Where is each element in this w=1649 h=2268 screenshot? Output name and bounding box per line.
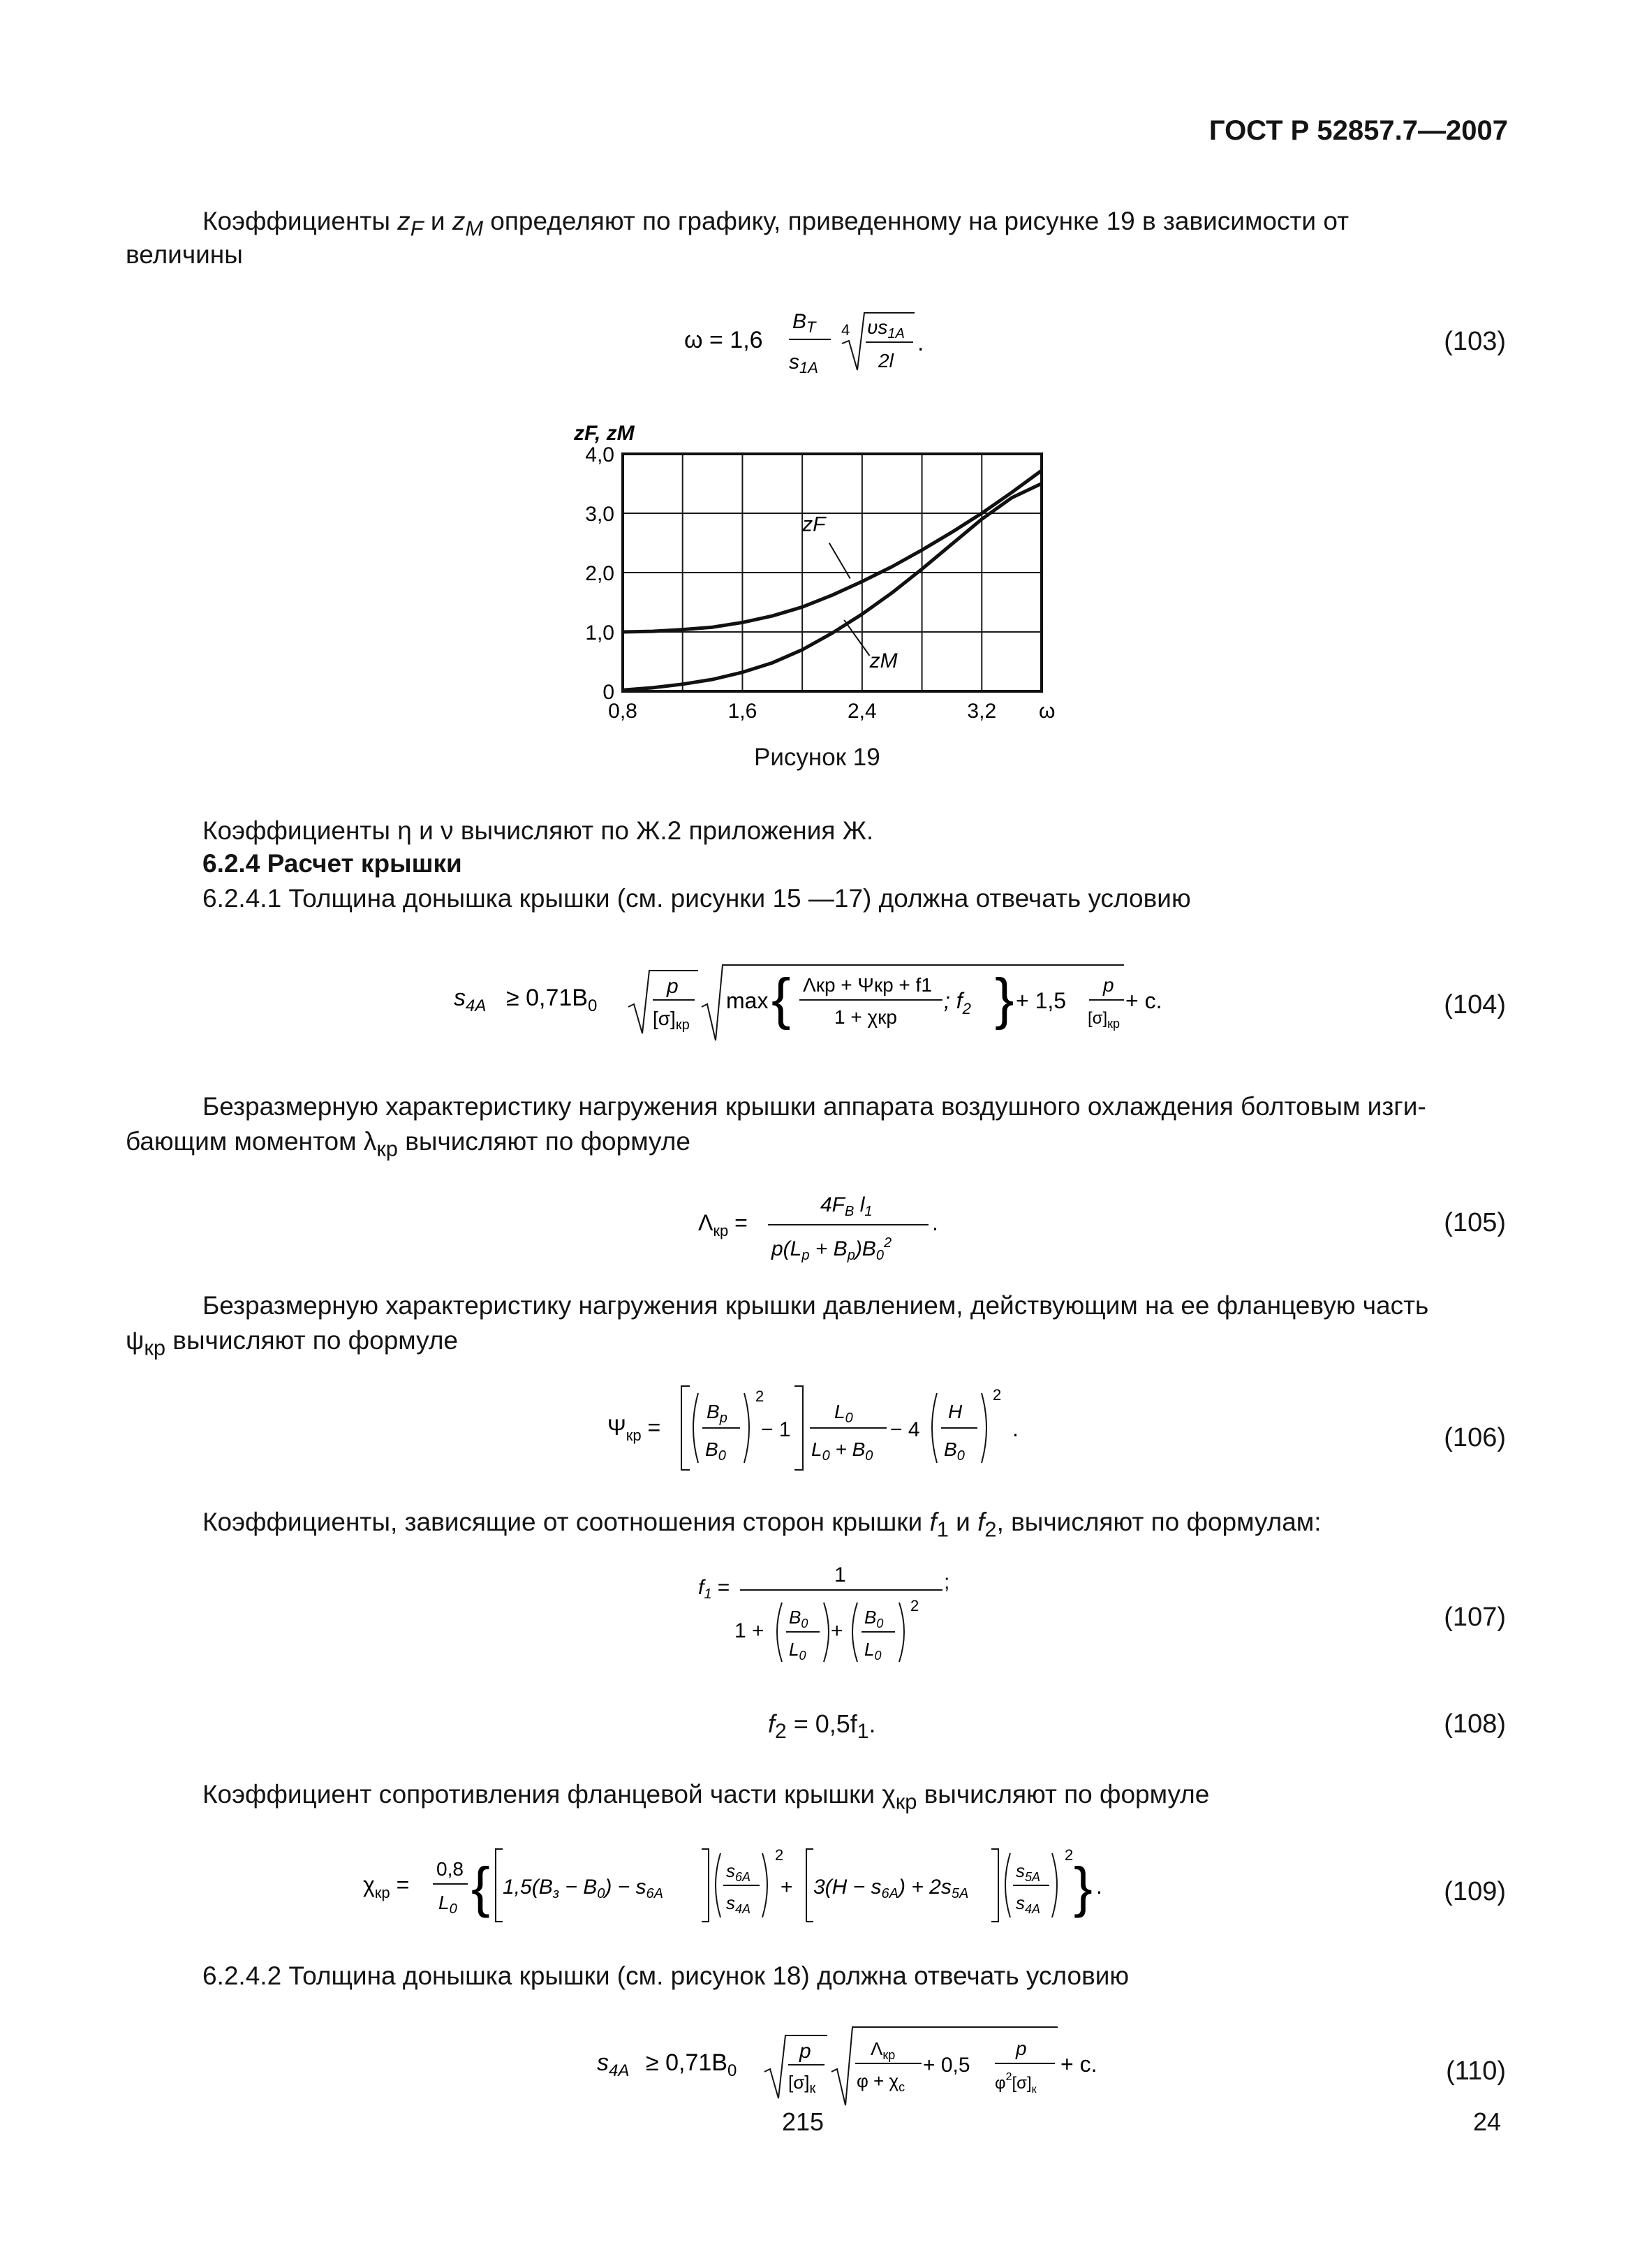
- curve-label-zm: zM: [869, 649, 898, 672]
- text-sub: 2: [984, 1517, 997, 1542]
- x-axis-symbol: ω: [1039, 700, 1056, 723]
- text-segment: ψ: [126, 1326, 145, 1355]
- formula-107-num: 1: [834, 1563, 846, 1586]
- symbol-f1: f: [929, 1508, 937, 1536]
- formula-107-lhs: $f_1$ =: [698, 1576, 730, 1602]
- formula-105-num: $4F_B$ $l_1$: [820, 1193, 873, 1219]
- paragraph-psi-1: Безразмерную характеристику нагружения крышки давлением, действующим на ее фланцевую часть: [202, 1291, 1429, 1320]
- exponent: 2: [910, 1597, 919, 1614]
- formula-106: [607, 1379, 1068, 1477]
- left-bracket: [806, 1849, 813, 1922]
- formula-108-rhs: = 0,5f: [786, 1709, 857, 1738]
- radicand-den: 2l: [878, 350, 894, 371]
- ratio-den: $B_0$: [705, 1438, 726, 1464]
- right-brace: }: [995, 967, 1014, 1031]
- h-num: H: [948, 1401, 963, 1422]
- formula-103-num: $B_T$: [792, 310, 816, 336]
- formula-104: [454, 950, 1162, 1047]
- left-paren: [852, 1603, 857, 1662]
- left-paren: [932, 1393, 937, 1463]
- brace-den: 1 + χкр: [834, 1006, 898, 1028]
- formula-105: [698, 1180, 977, 1271]
- chart-series: [623, 471, 1042, 691]
- x-tick-label: 0,8: [608, 700, 637, 723]
- ratio-den: $s_{4A}$: [726, 1892, 751, 1916]
- ratio-num: $s_{6A}$: [726, 1860, 751, 1884]
- formula-tail: .: [868, 1709, 876, 1738]
- b0-num: $B_0$: [864, 1607, 884, 1630]
- formula-105-lhs: $\Lambda_{кр}$ =: [698, 1210, 748, 1239]
- text-segment: и: [423, 207, 452, 235]
- f2-term: ; $f_2$: [944, 988, 971, 1017]
- formula-tail: .: [1096, 1873, 1102, 1899]
- formula-tail: .: [1012, 1416, 1019, 1441]
- exponent: 2: [755, 1387, 764, 1405]
- symbol-zm: z: [452, 207, 466, 235]
- formula-106-lhs: $\Psi_{кр}$ =: [607, 1415, 661, 1444]
- text-sub: 1: [936, 1517, 949, 1542]
- symbol-f2: f: [768, 1709, 776, 1738]
- series-line-zf: [623, 471, 1042, 632]
- text-segment: Коэффициент сопротивления фланцевой части крышки χ: [202, 1780, 896, 1809]
- inner-num: $\Lambda_{кр}$: [871, 2038, 896, 2062]
- ratio-num: $s_{5A}$: [1016, 1860, 1041, 1884]
- coef-den: $L_0$: [438, 1892, 457, 1917]
- x-tick-label: 1,6: [727, 700, 757, 723]
- page-number-center: 215: [782, 2107, 824, 2136]
- b0-num: $B_0$: [789, 1607, 808, 1630]
- paragraph-6-2-4-2: 6.2.4.2 Толщина донышка крышки (см. рисунок 18) должна отвечать условию: [202, 1961, 1130, 1990]
- chart-grid: [623, 454, 1042, 691]
- page-number-right: 24: [1473, 2107, 1502, 2136]
- formula-105-den: $p(L_p + B_p)B_0^2$: [771, 1235, 892, 1263]
- p-num: p: [1103, 974, 1114, 996]
- exponent: 2: [775, 1846, 784, 1864]
- formula-110-lhs: $s_{4A}$: [597, 2049, 630, 2080]
- formula-103-den: $s_{1A}$: [789, 351, 818, 376]
- left-paren: [777, 1603, 782, 1662]
- paragraph-f-coefficients: [202, 1505, 1322, 1547]
- paragraph-line-2: величины: [126, 240, 243, 269]
- text-sub: кр: [144, 1335, 166, 1360]
- right-paren: [1052, 1853, 1057, 1917]
- right-bracket: [702, 1849, 709, 1922]
- text-segment: и: [948, 1508, 978, 1536]
- x-tick-label: 2,4: [847, 700, 877, 723]
- right-paren: [899, 1603, 904, 1662]
- leader-line-zm: [844, 620, 869, 656]
- frac-den: $[\sigma]_к$: [788, 2072, 816, 2096]
- l0-den: $L_0$: [864, 1639, 882, 1663]
- exponent: 2: [1065, 1846, 1074, 1864]
- exponent: 2: [993, 1386, 1002, 1404]
- text-segment: бающим моментом λ: [126, 1127, 377, 1156]
- brace-num: Λкр + Ψкр + f1: [803, 974, 932, 996]
- formula-109: [363, 1836, 1201, 1934]
- equation-number-108: (108): [1444, 1709, 1506, 1739]
- right-paren: [982, 1393, 986, 1463]
- ratio-den: $s_{4A}$: [1016, 1892, 1041, 1916]
- formula-tail: ;: [944, 1570, 950, 1593]
- term-2: $3(H - s_{6A}) + 2s_{5A}$: [813, 1876, 969, 1901]
- text-segment: вычисляют по формуле: [165, 1326, 458, 1355]
- y-axis-title: zF, zM: [574, 422, 635, 445]
- formula-tail: .: [932, 1210, 938, 1235]
- paragraph-lambda-1: Безразмерную характеристику нагружения крышки аппарата воздушного охлаждения болтовым изги-: [202, 1092, 1426, 1121]
- frac-num: p: [799, 2040, 811, 2063]
- left-paren: [716, 1853, 720, 1917]
- left-bracket: [496, 1849, 503, 1922]
- left-paren: [693, 1393, 698, 1463]
- root-index: 4: [841, 321, 850, 339]
- p-den: $\varphi^2[\sigma]_к$: [995, 2071, 1037, 2096]
- curve-label-zf: zF: [802, 513, 826, 536]
- formula-tail: .: [917, 330, 924, 356]
- l-den: $L_0 + B_0$: [811, 1438, 873, 1464]
- document-code: ГОСТ Р 52857.7—2007: [1208, 115, 1508, 146]
- text-segment: вычисляют по формуле: [397, 1127, 690, 1156]
- section-title: 6.2.4 Расчет крышки: [202, 849, 462, 878]
- h-den: $B_0$: [944, 1438, 965, 1464]
- paragraph-eta-nu: Коэффициенты η и ν вычисляют по Ж.2 приложения Ж.: [202, 816, 874, 845]
- l0-den: $L_0$: [789, 1639, 806, 1663]
- equation-number-103: (103): [1444, 327, 1506, 356]
- y-tick-label: 3,0: [585, 503, 614, 526]
- minus-one: − 1: [761, 1418, 791, 1441]
- sub: 1: [857, 1720, 869, 1744]
- y-tick-label: 4,0: [585, 443, 614, 466]
- paragraph-coefficients-z: [202, 204, 1349, 246]
- max-operator: max: [726, 988, 769, 1013]
- y-tick-label: 2,0: [585, 562, 614, 585]
- y-tick-label: 1,0: [585, 621, 614, 645]
- right-paren: [744, 1393, 749, 1463]
- formula-tail: + c.: [1125, 988, 1162, 1013]
- text-segment: Коэффициенты, зависящие от соотношения сторон крышки: [202, 1508, 930, 1536]
- equation-number-110: (110): [1446, 2056, 1506, 2086]
- ratio-num: $B_p$: [707, 1401, 727, 1426]
- equation-number-106: (106): [1444, 1423, 1506, 1452]
- equation-number-105: (105): [1444, 1208, 1506, 1237]
- y-tick-label: 0: [602, 681, 614, 704]
- formula-110-coef: ≥ $0,71B_0$: [646, 2049, 737, 2080]
- equation-number-107: (107): [1444, 1603, 1506, 1632]
- plus: +: [831, 1619, 843, 1642]
- figure-caption: Рисунок 19: [754, 744, 880, 771]
- paragraph-chi: [202, 1777, 1209, 1819]
- symbol-f2: f: [977, 1508, 985, 1536]
- coef-num: 0,8: [436, 1858, 464, 1880]
- right-paren: [824, 1603, 829, 1662]
- p-num: p: [1016, 2038, 1027, 2059]
- formula-103-lhs: ω = 1,6: [684, 327, 763, 353]
- formula-110: [597, 2015, 1155, 2112]
- symbol-zm-sub: M: [465, 216, 484, 241]
- plus-term: + 0,5: [923, 2054, 970, 2077]
- formula-tail: + c.: [1060, 2052, 1097, 2077]
- text-segment: Коэффициенты: [202, 207, 398, 235]
- minus-four: − 4: [890, 1418, 920, 1441]
- figure-19-chart: [572, 405, 1103, 726]
- left-paren: [1005, 1853, 1010, 1917]
- equation-number-109: (109): [1444, 1877, 1506, 1906]
- right-bracket: [991, 1849, 998, 1922]
- frac-den: $[\sigma]_{кр}$: [653, 1008, 690, 1033]
- paragraph-6-2-4-1: 6.2.4.1 Толщина донышка крышки (см. рисунки 15 —17) должна отвечать условию: [202, 884, 1191, 913]
- inner-den: $\varphi + \chi_c$: [857, 2070, 905, 2094]
- p-den: $[\sigma]_{кр}$: [1088, 1009, 1121, 1031]
- one-plus: 1 +: [734, 1619, 764, 1642]
- left-brace: {: [471, 1856, 490, 1918]
- plus-term: + 1,5: [1016, 988, 1067, 1013]
- left-brace: {: [771, 967, 791, 1031]
- radicand-num: $\upsilon s_{1A}$: [867, 316, 905, 341]
- formula-107: [691, 1554, 970, 1679]
- formula-103: [684, 300, 977, 384]
- symbol-zf: z: [397, 207, 411, 235]
- text-sub: кр: [895, 1789, 917, 1814]
- paragraph-lambda-2: [126, 1124, 690, 1166]
- formula-109-lhs: $\chi_{кр}$ =: [363, 1872, 410, 1901]
- right-brace: }: [1074, 1856, 1093, 1918]
- sub: 2: [775, 1720, 787, 1744]
- formula-104-coef: ≥ $0,71B_0$: [506, 985, 598, 1015]
- text-segment: вычисляют по формуле: [917, 1780, 1210, 1809]
- left-bracket: [681, 1386, 690, 1470]
- paragraph-psi-2: [126, 1323, 458, 1365]
- symbol-zf-sub: F: [410, 216, 424, 241]
- text-segment: , вычисляют по формулам:: [996, 1508, 1322, 1536]
- term-1: $1,5(B_з - B_0) - s_{6A}$: [503, 1876, 663, 1901]
- l-num: $L_0$: [834, 1401, 853, 1426]
- formula-108: [768, 1709, 875, 1744]
- text-sub: кр: [376, 1136, 398, 1161]
- right-bracket: [794, 1386, 803, 1470]
- plus: +: [781, 1876, 793, 1899]
- x-tick-label: 3,2: [967, 700, 997, 723]
- right-paren: [762, 1853, 767, 1917]
- frac-num: p: [667, 975, 679, 998]
- equation-number-104: (104): [1444, 990, 1506, 1019]
- formula-104-lhs: $s_{4A}$: [454, 985, 487, 1015]
- text-segment: определяют по графику, приведенному на рисунке 19 в зависимости от: [483, 207, 1349, 235]
